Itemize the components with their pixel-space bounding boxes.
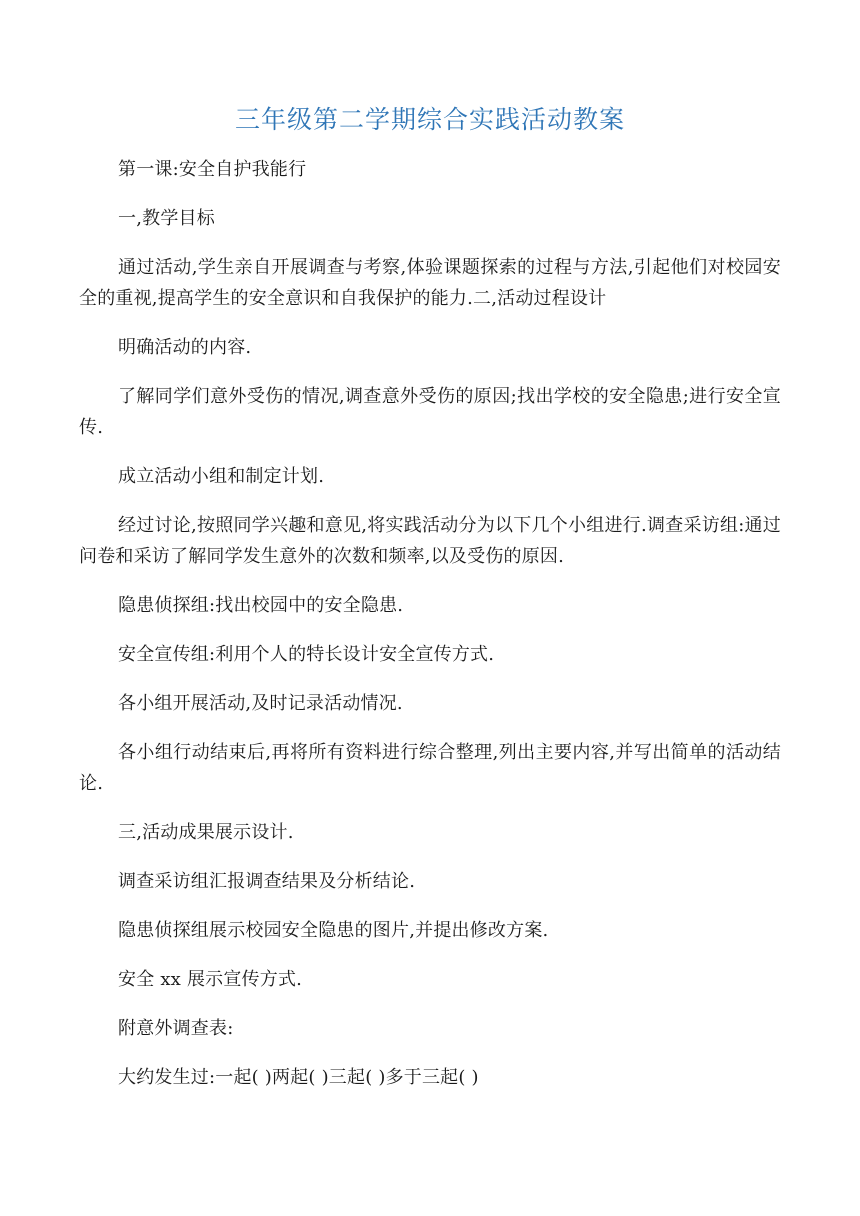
paragraph: 隐患侦探组展示校园安全隐患的图片,并提出修改方案. bbox=[118, 920, 549, 941]
paragraph: 安全 xx 展示宣传方式. bbox=[118, 969, 303, 990]
paragraph: 附意外调查表: bbox=[118, 1018, 234, 1039]
paragraph: 调查采访组汇报调查结果及分析结论. bbox=[118, 871, 416, 892]
paragraph: 明确活动的内容. bbox=[118, 337, 252, 358]
paragraph: 安全宣传组:利用个人的特长设计安全宣传方式. bbox=[118, 644, 495, 665]
document-body bbox=[79, 154, 781, 1093]
lesson-heading: 第一课:安全自护我能行 bbox=[118, 159, 307, 180]
paragraph: 了解同学们意外受伤的情况,调查意外受伤的原因;找出学校的安全隐患;进行安全宣传. bbox=[79, 386, 781, 438]
section-heading-results: 三,活动成果展示设计. bbox=[118, 822, 294, 843]
survey-question: 大约发生过:一起( )两起( )三起( )多于三起( ) bbox=[118, 1067, 479, 1088]
section-heading-objectives: 一,教学目标 bbox=[118, 208, 215, 229]
paragraph: 各小组行动结束后,再将所有资料进行综合整理,列出主要内容,并写出简单的活动结论. bbox=[79, 742, 781, 794]
paragraph: 通过活动,学生亲自开展调查与考察,体验课题探索的过程与方法,引起他们对校园安全的重视,提高学生的安全意识和自我保护的能力.二,活动过程设计 bbox=[79, 257, 781, 309]
paragraph: 各小组开展活动,及时记录活动情况. bbox=[118, 693, 403, 714]
document-title: 三年级第二学期综合实践活动教案 bbox=[234, 105, 625, 134]
paragraph: 隐患侦探组:找出校园中的安全隐患. bbox=[118, 595, 404, 616]
paragraph: 经过讨论,按照同学兴趣和意见,将实践活动分为以下几个小组进行.调查采访组:通过问卷和采访了解同学发生意外的次数和频率,以及受伤的原因. bbox=[79, 515, 781, 567]
paragraph: 成立活动小组和制定计划. bbox=[118, 466, 325, 487]
